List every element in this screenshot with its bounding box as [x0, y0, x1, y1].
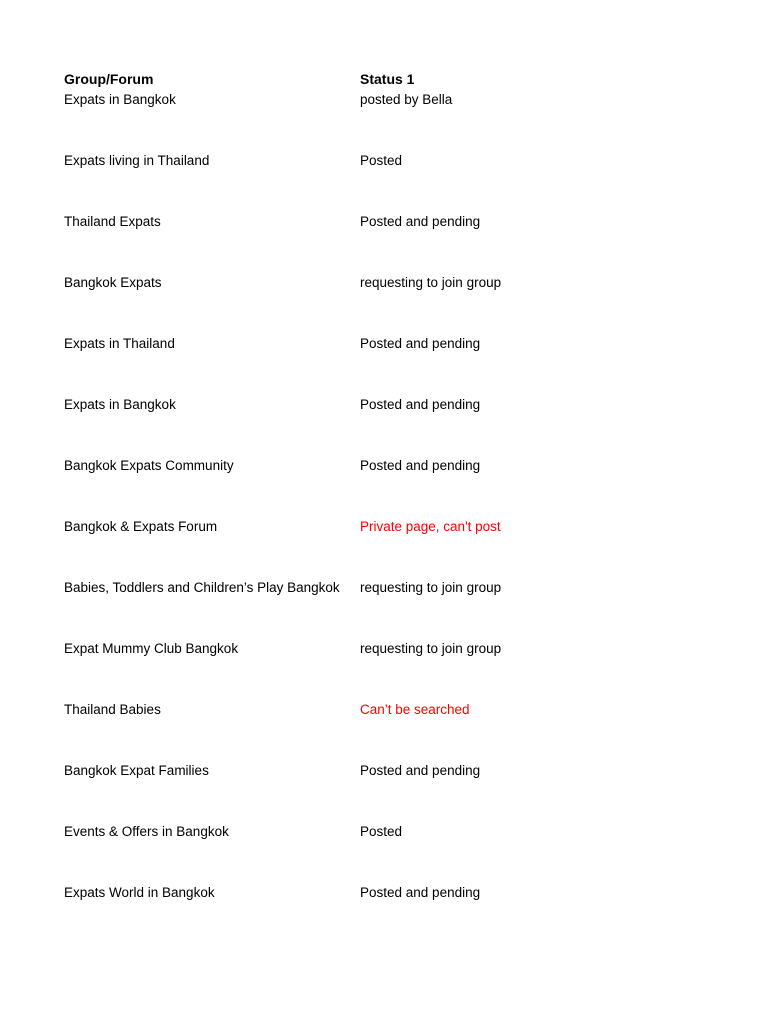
table-row [64, 517, 704, 578]
status-cell: Posted and pending [360, 336, 481, 351]
table-body [64, 90, 704, 944]
table-row [64, 761, 704, 822]
status-cell: Posted and pending [360, 458, 481, 473]
group-cell: Babies, Toddlers and Children’s Play Bangkok [64, 580, 340, 595]
group-cell: Bangkok Expat Families [64, 763, 209, 778]
group-cell: Expats in Thailand [64, 336, 175, 351]
group-cell: Events & Offers in Bangkok [64, 824, 229, 839]
status-cell: posted by Bella [360, 92, 453, 107]
table-row [64, 578, 704, 639]
group-cell: Expats living in Thailand [64, 153, 210, 168]
status-cell: Can’t be searched [360, 702, 470, 717]
status-cell: Posted and pending [360, 214, 481, 229]
table-row [64, 334, 704, 395]
table-row [64, 273, 704, 334]
status-cell: requesting to join group [360, 641, 502, 656]
status-cell: Posted and pending [360, 397, 481, 412]
table-row [64, 395, 704, 456]
table-row [64, 456, 704, 517]
table-row [64, 639, 704, 700]
status-table [64, 70, 704, 944]
group-cell: Expats in Bangkok [64, 397, 176, 412]
group-cell: Expat Mummy Club Bangkok [64, 641, 239, 656]
table-row [64, 700, 704, 761]
group-cell: Bangkok & Expats Forum [64, 519, 218, 534]
table-row [64, 212, 704, 273]
column-header-status: Status 1 [360, 71, 415, 87]
group-cell: Thailand Babies [64, 702, 161, 717]
status-cell: Posted and pending [360, 885, 481, 900]
status-cell: Posted [360, 153, 403, 168]
group-cell: Bangkok Expats [64, 275, 162, 290]
table-header-row [64, 70, 704, 90]
status-cell: Private page, can't post [360, 519, 501, 534]
status-cell: requesting to join group [360, 580, 502, 595]
status-cell: requesting to join group [360, 275, 502, 290]
column-header-group: Group/Forum [64, 71, 154, 87]
table-row [64, 151, 704, 212]
status-cell: Posted and pending [360, 763, 481, 778]
group-cell: Thailand Expats [64, 214, 161, 229]
group-cell: Expats in Bangkok [64, 92, 176, 107]
group-cell: Bangkok Expats Community [64, 458, 234, 473]
group-cell: Expats World in Bangkok [64, 885, 215, 900]
status-cell: Posted [360, 824, 403, 839]
table-row [64, 822, 704, 883]
table-row [64, 883, 704, 944]
table-row [64, 90, 704, 151]
